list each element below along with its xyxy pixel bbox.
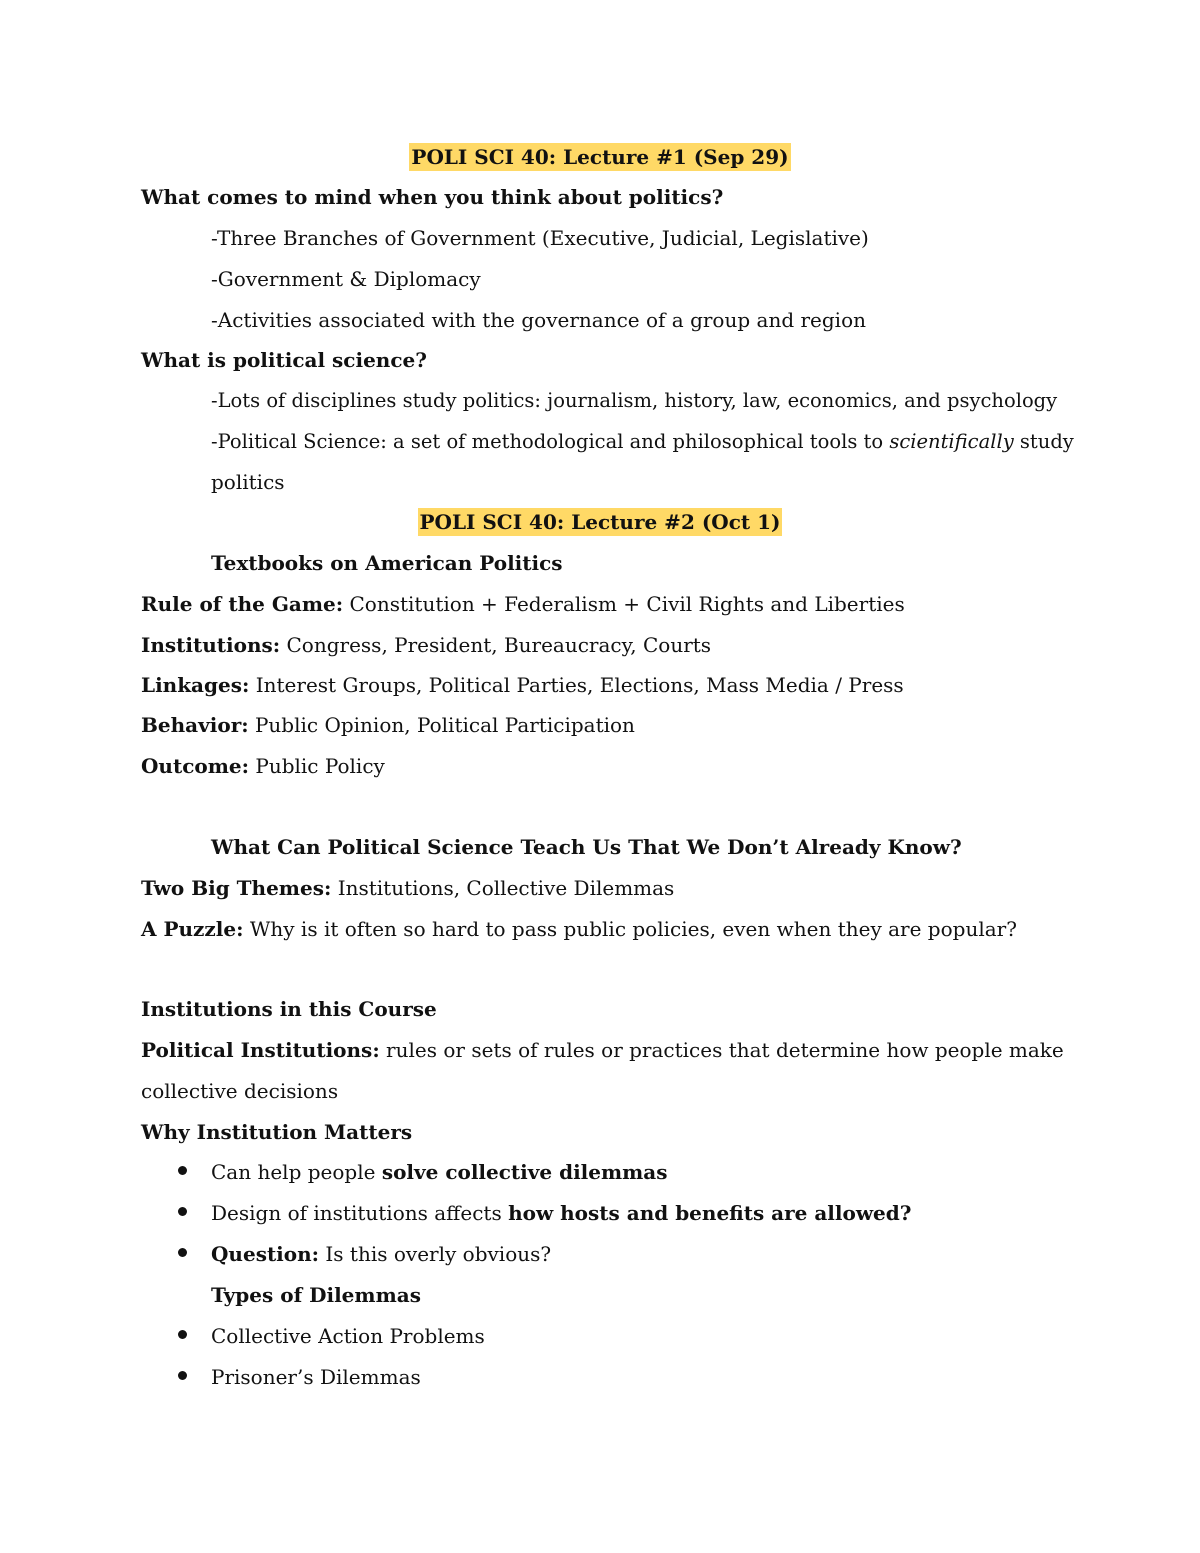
definition-rule-of-the-game (141, 590, 905, 618)
puzzle-term: A Puzzle: (141, 917, 244, 941)
definition-term: Linkages: (141, 673, 250, 697)
themes-text: Institutions, Collective Dilemmas (331, 876, 675, 900)
definition-text: Public Opinion, Political Participation (248, 713, 635, 737)
definition-text: Interest Groups, Political Parties, Elections, Mass Media / Press (249, 673, 904, 697)
definition-text: Constitution + Federalism + Civil Rights and Liberties (343, 592, 905, 616)
teach-heading: What Can Political Science Teach Us That We Don’t Already Know? (211, 835, 962, 859)
why-institution-heading: Why Institution Matters (141, 1120, 413, 1144)
politics-item-2: -Government & Diplomacy (211, 267, 481, 291)
question-term: Question: (211, 1242, 320, 1266)
why-bullet-emphasis: solve collective dilemmas (381, 1160, 668, 1184)
question-text: Is this overly obvious? (319, 1242, 552, 1266)
two-big-themes (141, 874, 674, 902)
bullet-icon (178, 1330, 187, 1339)
political-institutions-term: Political Institutions: (141, 1038, 380, 1062)
bullet-icon (178, 1207, 187, 1216)
lecture-2-heading-row (0, 508, 1200, 536)
types-of-dilemmas-heading: Types of Dilemmas (211, 1283, 421, 1307)
puzzle-text: Why is it often so hard to pass public policies, even when they are popular? (243, 917, 1017, 941)
lecture-1-heading-row (0, 143, 1200, 171)
dilemma-type-2: Prisoner’s Dilemmas (211, 1365, 421, 1389)
definition-term: Rule of the Game: (141, 592, 344, 616)
definition-outcome (141, 752, 385, 780)
lecture-2-heading: POLI SCI 40: Lecture #2 (Oct 1) (419, 510, 781, 534)
why-bullet-2 (211, 1199, 912, 1227)
definition-term: Outcome: (141, 754, 249, 778)
bullet-icon (178, 1371, 187, 1380)
political-science-item-1: -Lots of disciplines study politics: journalism, history, law, economics, and psychology (211, 389, 1058, 412)
political-science-item-2 (211, 428, 1074, 456)
definition-text: Congress, President, Bureaucracy, Courts (280, 633, 712, 657)
question-political-science: What is political science? (141, 348, 427, 372)
politics-item-1: -Three Branches of Government (Executive, Judicial, Legislative) (211, 226, 869, 250)
political-science-item-2-tail: study (1013, 430, 1074, 453)
why-bullet-1 (211, 1158, 668, 1186)
definition-term: Behavior: (141, 713, 249, 737)
definition-linkages (141, 671, 904, 699)
a-puzzle (141, 915, 1017, 943)
themes-term: Two Big Themes: (141, 876, 332, 900)
emphasis-scientifically: scientifically (889, 430, 1014, 453)
political-institutions-definition (141, 1036, 1064, 1064)
political-science-item-2-continued: politics (211, 470, 285, 494)
definition-behavior (141, 711, 635, 739)
politics-item-3: -Activities associated with the governance of a group and region (211, 308, 866, 332)
definition-institutions (141, 631, 711, 659)
political-science-item-2-text: -Political Science: a set of methodological and philosophical tools to (211, 430, 890, 453)
definition-term: Institutions: (141, 633, 281, 657)
lecture-1-heading: POLI SCI 40: Lecture #1 (Sep 29) (411, 145, 789, 169)
dilemma-type-1: Collective Action Problems (211, 1324, 485, 1348)
definition-text: Public Policy (249, 754, 385, 778)
bullet-icon (178, 1166, 187, 1175)
bullet-icon (178, 1248, 187, 1257)
textbooks-heading: Textbooks on American Politics (211, 551, 563, 575)
political-institutions-continued: collective decisions (141, 1079, 339, 1103)
question-bullet (211, 1240, 551, 1268)
political-institutions-text: rules or sets of rules or practices that determine how people make (379, 1038, 1064, 1062)
institutions-heading: Institutions in this Course (141, 997, 437, 1021)
why-bullet-text: Design of institutions affects (211, 1201, 509, 1225)
why-bullet-emphasis: how hosts and benefits are allowed? (508, 1201, 912, 1225)
why-bullet-text: Can help people (211, 1160, 382, 1184)
question-politics: What comes to mind when you think about politics? (141, 185, 724, 209)
